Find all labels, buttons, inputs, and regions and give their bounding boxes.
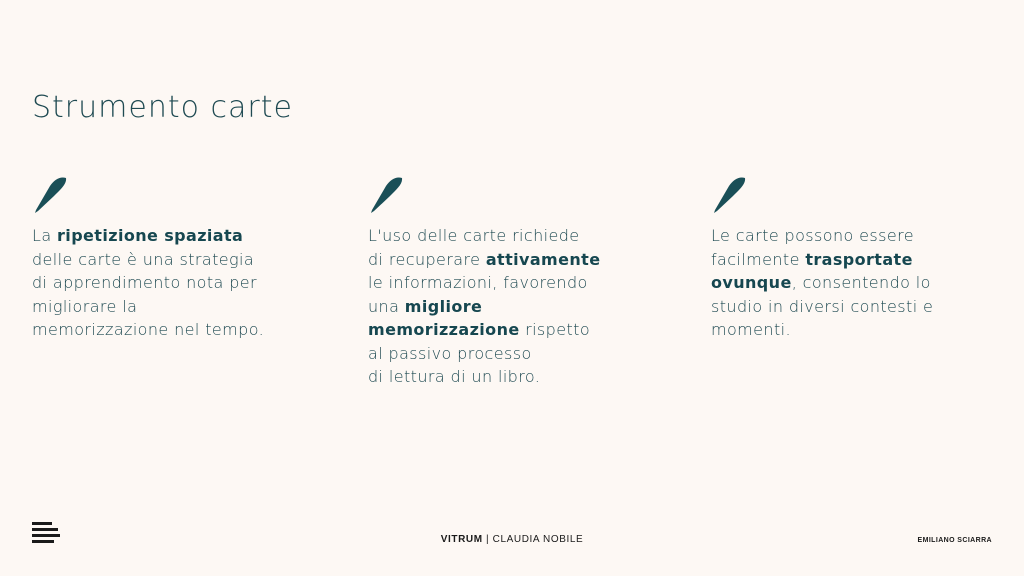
body-text: L'uso delle carte richiede di recuperare [368, 226, 580, 269]
footer-brand: VITRUM [440, 534, 483, 545]
page-title: Strumento carte [32, 90, 293, 125]
highlight-text: trasportate ovunque [711, 249, 913, 292]
footer-author: CLAUDIA NOBILE [492, 534, 584, 545]
fountain-pen-nib-icon [711, 176, 747, 214]
column-text [368, 224, 628, 389]
footer-separator: | [482, 534, 493, 545]
info-column-1 [32, 176, 302, 342]
column-text [711, 224, 971, 342]
body-text: delle carte è una strategia di apprendimento nota per migliorare la memorizzazione nel tempo. [32, 249, 265, 339]
body-text: La [32, 226, 58, 245]
column-text [32, 224, 302, 342]
footer-credit [0, 534, 1024, 545]
highlight-text: ripetizione spaziata [57, 226, 244, 245]
body-text: Le carte possono essere facilmente [711, 226, 914, 269]
fountain-pen-nib-icon [368, 176, 404, 214]
body-text: rispetto al passivo processo di lettura di un libro. [368, 320, 591, 386]
info-column-3 [711, 176, 971, 342]
body-text: , consentendo lo studio in diversi contesti e momenti. [711, 273, 934, 339]
body-text: le informazioni, favorendo una [368, 273, 588, 316]
highlight-text: migliore memorizzazione [368, 296, 520, 339]
highlight-text: attivamente [485, 249, 601, 269]
fountain-pen-nib-icon [32, 176, 68, 214]
info-column-2 [368, 176, 628, 389]
footer-right-name: EMILIANO SCIARRA [917, 537, 992, 544]
